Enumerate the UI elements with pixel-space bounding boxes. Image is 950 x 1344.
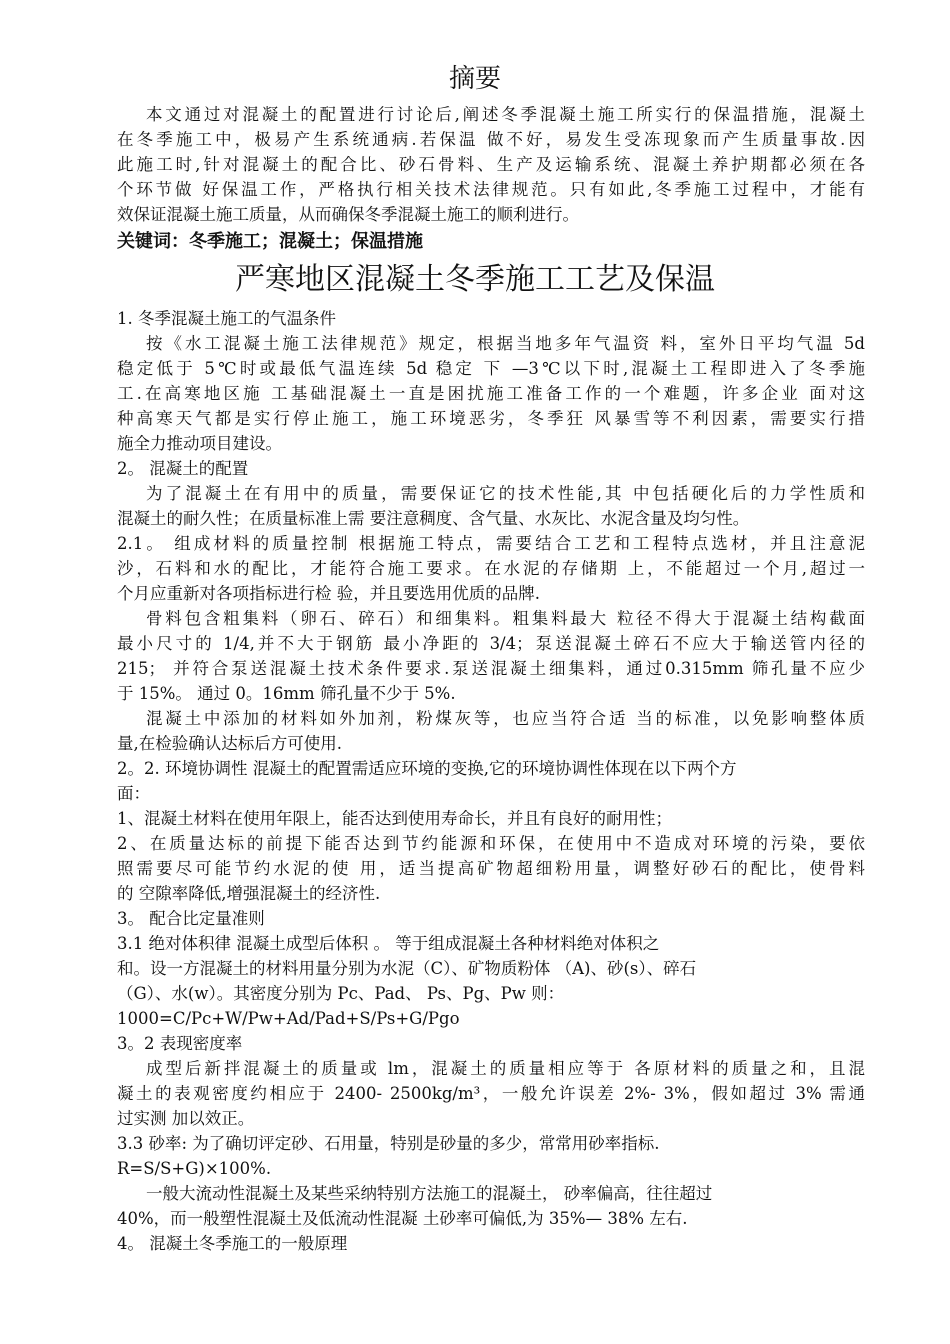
paragraph-line: 凝土的表观密度约相应于 2400- 2500kg/m³，一般允许误差 2%- 3%，假如超过 3% 需通 — [117, 1084, 865, 1103]
paragraph-line: 混凝土的耐久性；在质量标准上需 要注意稠度、含气量、水灰比、水泥含量及均匀性。 — [117, 509, 750, 528]
paragraph-line: 215； 并符合泵送混凝土技术条件要求.泵送混凝土细集料，通过0.315mm 筛孔量不应少 — [117, 659, 865, 678]
paragraph-line: 骨料包含粗集料（卵石、碎石）和细集料。粗集料最大 粒径不得大于混凝土结构截面 — [146, 609, 865, 628]
paragraph-line: 2、在质量达标的前提下能否达到节约能源和环保，在使用中不造成对环境的污染，要依 — [117, 834, 865, 853]
paragraph-line: （G）、水(w）。其密度分别为 Pc、Pad、 Ps、Pg、Pw 则： — [117, 984, 565, 1003]
paragraph-line: 稳定低于 5℃时或最低气温连续 5d 稳定 下 —3℃以下时,混凝土工程即进入了冬季施 — [117, 359, 865, 378]
paragraph-line: 2.1。 组成材料的质量控制 根据施工特点，需要结合工艺和工程特点选材，并且注意泥 — [117, 534, 865, 553]
paragraph-line: 沙，石料和水的配比，才能符合施工要求。在水泥的存储期 上，不能超过一个月,超过一 — [117, 559, 865, 578]
section-heading: 4。 混凝土冬季施工的一般原理 — [117, 1234, 348, 1253]
paragraph-line: 40%，而一般塑性混凝土及低流动性混凝 土砂率可偏低,为 35%— 38% 左右. — [117, 1209, 688, 1228]
keywords: 关键词：冬季施工；混凝土；保温措施 — [117, 231, 423, 252]
abstract-line: 在冬季施工中，极易产生系统通病.若保温 做不好，易发生受冻现象而产生质量事故.因 — [117, 130, 865, 149]
main-title: 严寒地区混凝土冬季施工工艺及保温 — [235, 262, 715, 297]
paragraph-line: 种高寒天气都是实行停止施工，施工环境恶劣，冬季狂 风暴雪等不利因素，需要实行措 — [117, 409, 865, 428]
paragraph-line: 施全力推动项目建设。 — [117, 434, 282, 453]
paragraph-line: 为了混凝土在有用中的质量，需要保证它的技术性能,其 中包括硬化后的力学性质和 — [146, 484, 865, 503]
paragraph-line: 和。设一方混凝土的材料用量分别为水泥（C）、矿物质粉体 （A)、砂(s）、碎石 — [117, 959, 697, 978]
abstract-line: 个环节做 好保温工作，严格执行相关技术法律规范。只有如此,冬季施工过程中，才能有 — [117, 180, 865, 199]
paragraph-line: 2。2. 环境协调性 混凝土的配置需适应环境的变换,它的环境协调性体现在以下两个方 — [117, 759, 737, 778]
paragraph-line: 工.在高寒地区施 工基础混凝土一直是困扰施工准备工作的一个难题，许多企业 面对这 — [117, 384, 865, 403]
abstract-title: 摘要 — [448, 64, 501, 94]
section-heading: 3。 配合比定量准则 — [117, 909, 265, 928]
paragraph-line: 成型后新拌混凝土的质量或 lm，混凝土的质量相应等于 各原材料的质量之和，且混 — [146, 1059, 865, 1078]
formula-line: 1000=C/Pc+W/Pw+Ad/Pad+S/Ps+G/Pgo — [117, 1009, 460, 1028]
paragraph-line: 最小尺寸的 1/4,并不大于钢筋 最小净距的 3/4；泵送混凝土碎石不应大于输送管内径的 — [117, 634, 865, 653]
paragraph-line: 混凝土中添加的材料如外加剂，粉煤灰等，也应当符合适 当的标准，以免影响整体质 — [146, 709, 865, 728]
paragraph-line: 一般大流动性混凝土及某些采纳特别方法施工的混凝土， 砂率偏高，往往超过 — [146, 1184, 713, 1203]
abstract-line: 本文通过对混凝土的配置进行讨论后,阐述冬季混凝土施工所实行的保温措施，混凝土 — [146, 105, 865, 124]
abstract-line: 此施工时,针对混凝土的配合比、砂石骨料、生产及运输系统、混凝土养护期都必须在各 — [117, 155, 865, 174]
paragraph-line: 3.3 砂率: 为了确切评定砂、石用量，特别是砂量的多少，常常用砂率指标. — [117, 1134, 660, 1153]
section-heading: 3。2 表现密度率 — [117, 1034, 243, 1053]
section-heading: 1. 冬季混凝土施工的气温条件 — [117, 309, 336, 328]
paragraph-line: 量,在检验确认达标后方可使用. — [117, 734, 342, 753]
paragraph-line: 个月应重新对各项指标进行检 验，并且要选用优质的品牌. — [117, 584, 540, 603]
paragraph-line: 于 15%。 通过 0。16mm 筛孔量不少于 5%. — [117, 684, 456, 703]
paragraph-line: 3.1 绝对体积律 混凝土成型后体积 。 等于组成混凝土各种材料绝对体积之 — [117, 934, 660, 953]
section-heading: 2。 混凝土的配置 — [117, 459, 249, 478]
paragraph-line: 1、混凝土材料在使用年限上，能否达到使用寿命长，并且有良好的耐用性； — [117, 809, 672, 828]
paragraph-line: 面： — [117, 784, 150, 803]
paragraph-line: 照需要尽可能节约水泥的使 用，适当提高矿物超细粉用量，调整好砂石的配比，使骨料 — [117, 859, 865, 878]
formula-line: R=S/S+G)×100%. — [117, 1159, 272, 1178]
paragraph-line: 按《水工混凝土施工法律规范》规定，根据当地多年气温资 料，室外日平均气温 5d — [146, 334, 865, 353]
abstract-line: 效保证混凝土施工质量，从而确保冬季混凝土施工的顺利进行。 — [117, 205, 579, 224]
paragraph-line: 的 空隙率降低,增强混凝土的经济性. — [117, 884, 381, 903]
paragraph-line: 过实测 加以效正。 — [117, 1109, 255, 1128]
